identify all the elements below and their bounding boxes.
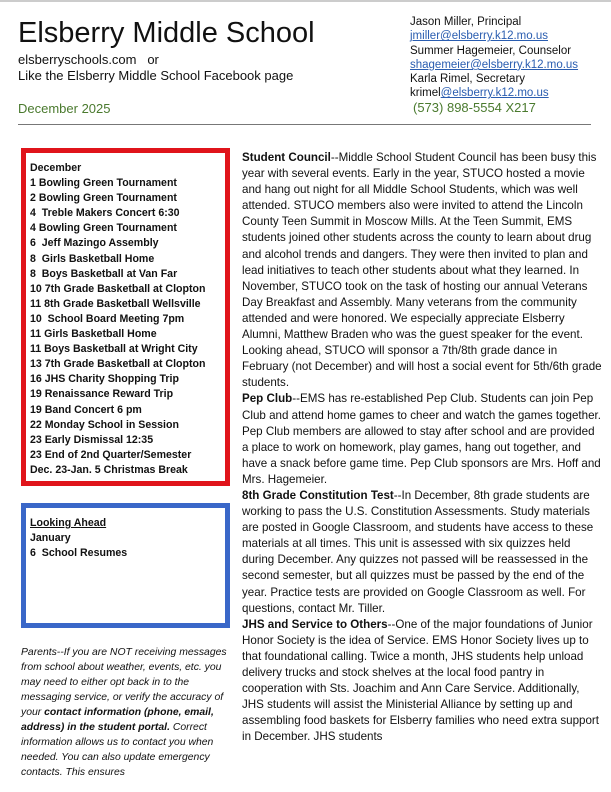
article-title: JHS and Service to Others <box>242 617 388 631</box>
calendar-event: 11 Girls Basketball Home <box>30 328 157 341</box>
facebook-text: Like the Elsberry Middle School Facebook page <box>18 68 294 83</box>
article-title: Student Council <box>242 151 331 164</box>
article-title: 8th Grade Constitution Test <box>242 488 394 502</box>
articles-column <box>242 150 604 745</box>
calendar-event: 19 Renaissance Reward Trip <box>30 388 174 401</box>
calendar-event: 11 8th Grade Basketball Wellsville <box>30 297 201 310</box>
calendar-event: 10 School Board Meeting 7pm <box>30 312 185 325</box>
article <box>242 488 604 617</box>
calendar-heading: December <box>30 162 82 174</box>
issue-date: December 2025 <box>18 101 111 116</box>
calendar-event: 8 Boys Basketball at Van Far <box>30 267 178 280</box>
top-border <box>0 0 611 2</box>
contact-name: Karla Rimel, Secretary <box>410 73 526 86</box>
calendar-event: 16 JHS Charity Shopping Trip <box>30 373 179 386</box>
looking-ahead-box <box>21 503 230 628</box>
header-subtitle <box>18 52 293 84</box>
calendar-event: 23 Early Dismissal 12:35 <box>30 433 154 446</box>
page-title: Elsberry Middle School <box>18 17 315 49</box>
calendar-event: 23 End of 2nd Quarter/Semester <box>30 448 192 461</box>
calendar-event: 13 7th Grade Basketball at Clopton <box>30 358 206 371</box>
december-calendar-box <box>21 148 230 486</box>
looking-ahead-month: January <box>30 532 71 545</box>
article-body: --One of the major foundations of Junior Honor Society is the idea of Service. EMS Honor Society lives up to that foundational calling. Twice a month, JHS students help unload delivery trucks and stock shelves at the local food pantry in cooperation with Sts. Joachim and Ann Care Service. Additionally, JHS students will assist the Ministerial Alliance by setting up and assembling food baskets for Elsberry families who need extra support in December. JHS students <box>242 617 600 744</box>
contact-name: Jason Miller, Principal <box>410 16 522 28</box>
contact-email-link[interactable]: @elsberry.k12.mo.us <box>440 87 549 100</box>
calendar-event: 2 Bowling Green Tournament <box>30 192 177 205</box>
parents-note-intro: Parents--If you are NOT receiving messages from school about weather, events, etc. you may need to either opt back in to the messaging service, or verify the accuracy of your <box>21 647 227 718</box>
looking-ahead-heading: Looking Ahead <box>30 517 107 529</box>
contact-email-link[interactable]: jmiller@elsberry.k12.mo.us <box>410 30 548 43</box>
email-prefix: krimel <box>410 87 441 100</box>
calendar-event: Dec. 23-Jan. 5 Christmas Break <box>30 463 188 476</box>
article-title: Pep Club <box>242 392 293 406</box>
header-divider <box>18 124 591 125</box>
calendar-event: 8 Girls Basketball Home <box>30 252 155 265</box>
contact-name: Summer Hagemeier, Counselor <box>410 44 572 57</box>
article <box>242 391 604 488</box>
looking-ahead-event: 6 School Resumes <box>30 547 128 560</box>
article <box>242 617 604 746</box>
parents-note-bold: contact information (phone, email, address) in the student portal. <box>21 707 214 733</box>
article-body: --Middle School Student Council has been busy this year with several events. Early in the year, STUCO hosted a movie and hang out night for all Middle School Students, which was well attended. STUCO members also were invited to attend the Lincoln County Teen Summit in Moscow Mills. At the Teen Summit, EMS students joined other students across the county to learn about drug and alcohol trends and dangers. They were then invited to plan and lead initiatives to teach other students about what they learned. In November, STUCO took on the task of hosting our annual Veterans Day Breakfast and Assembly. Many veterans from the community attended and were honored. We especially appreciate Elsberry Alumni, Matthew Braden who was the guest speaker for the event. Looking ahead, STUCO will sponsor a 7th/8th grade dance in February (not December) and will host a social event for 5th/6th grade students. <box>242 151 602 390</box>
article-body: --EMS has re-established Pep Club. Students can join Pep Club and attend home games to cheer and watch the games together. Pep Club members are allowed to stay after school and are provided a place to work on homework, play games, hang out together, and have a snack before game time. Pep Club sponsors are Mrs. Hoff and Mrs. Hagemeier. <box>242 392 601 486</box>
calendar-event: 1 Bowling Green Tournament <box>30 177 177 190</box>
calendar-event: 10 7th Grade Basketball at Clopton <box>30 282 206 295</box>
calendar-event: 22 Monday School in Session <box>30 418 179 431</box>
calendar-event: 6 Jeff Mazingo Assembly <box>30 237 159 250</box>
article <box>242 150 604 391</box>
parents-note <box>21 645 231 780</box>
contact-email-link[interactable]: shagemeier@elsberry.k12.mo.us <box>410 58 579 71</box>
article-body: --In December, 8th grade students are working to pass the U.S. Constitution Assessments. Study materials are posted in Google Classroom, and students have access to these materials at all times. This unit is assessed with six quizzes held during December. Any quizzes not passed will be reassessed in the second semester, but all quizzes must be passed by the end of the year. Practice tests are provided on Google Classroom as well. For questions, contact Mr. Tiller. <box>242 488 594 615</box>
contact-list <box>410 15 578 115</box>
phone-number: (573) 898-5554 X217 <box>413 99 536 115</box>
calendar-event: 4 Treble Makers Concert 6:30 <box>30 207 180 220</box>
calendar-event: 4 Bowling Green Tournament <box>30 222 177 235</box>
website-text: elsberryschools.com or <box>18 52 159 67</box>
calendar-event: 19 Band Concert 6 pm <box>30 403 142 416</box>
parents-note-rest: Correct information allows us to contact you when needed. You can also update emergency contacts. This ensures <box>21 722 214 778</box>
calendar-event: 11 Boys Basketball at Wright City <box>30 343 198 356</box>
